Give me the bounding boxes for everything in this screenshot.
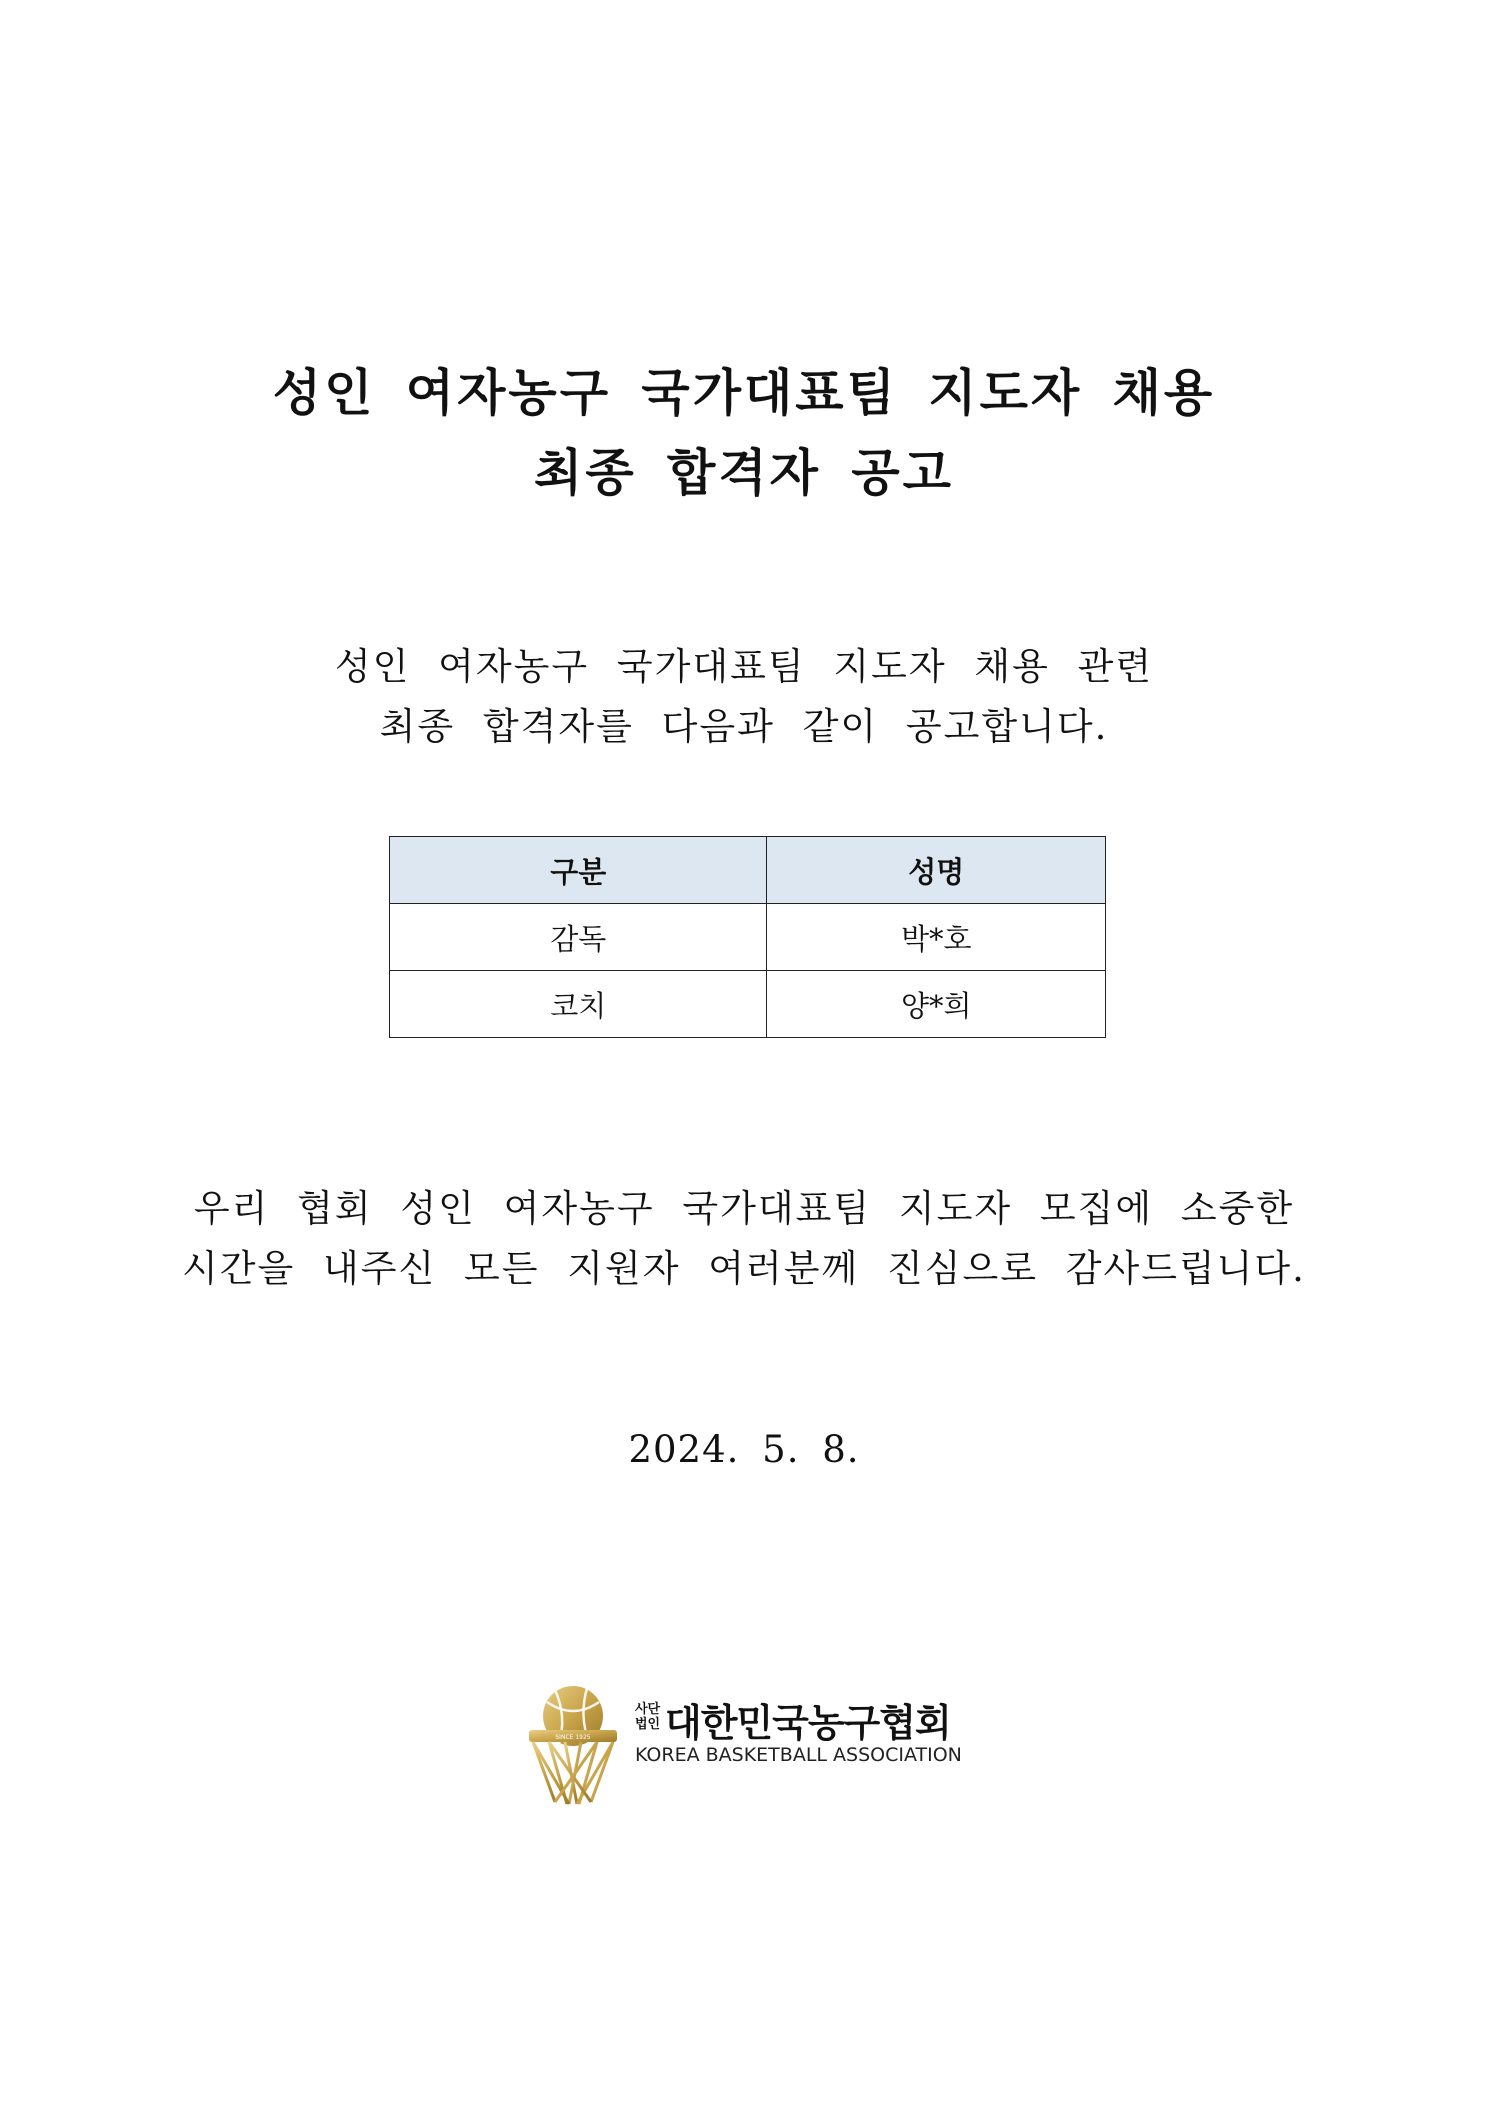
table-header-row [390, 837, 1106, 904]
logo-corp-type-line-2: 법인 [635, 1717, 661, 1732]
results-table [389, 836, 1106, 1038]
association-logo [525, 1680, 975, 1810]
row-category: 감독 [390, 904, 767, 971]
title-line-1: 성인 여자농구 국가대표팀 지도자 채용 [272, 363, 1216, 422]
basketball-hoop-icon [525, 1680, 621, 1810]
emblem-text: SINCE 1925 [555, 1734, 591, 1741]
thanks-line-1: 우리 협회 성인 여자농구 국가대표팀 지도자 모집에 소중한 [193, 1187, 1295, 1230]
header-category: 구분 [390, 837, 767, 904]
intro-line-1: 성인 여자농구 국가대표팀 지도자 채용 관련 [334, 645, 1154, 688]
logo-name-korean: 대한민국농구협회 [665, 1701, 951, 1745]
logo-name-english: KOREA BASKETBALL ASSOCIATION [635, 1744, 962, 1766]
thanks-line-2: 시간을 내주신 모든 지원자 여러분께 진심으로 감사드립니다. [182, 1247, 1306, 1290]
logo-corp-type [635, 1702, 663, 1732]
row-name: 박*호 [767, 904, 1106, 971]
table-row [390, 904, 1106, 971]
row-category: 코치 [390, 971, 767, 1038]
header-name: 성명 [767, 837, 1106, 904]
table-row [390, 971, 1106, 1038]
logo-corp-type-line-1: 사단 [635, 1702, 661, 1717]
intro-line-2: 최종 합격자를 다음과 같이 공고합니다. [379, 705, 1109, 748]
announcement-date: 2024. 5. 8. [628, 1428, 860, 1471]
title-line-2: 최종 합격자 공고 [534, 443, 954, 502]
row-name: 양*희 [767, 971, 1106, 1038]
